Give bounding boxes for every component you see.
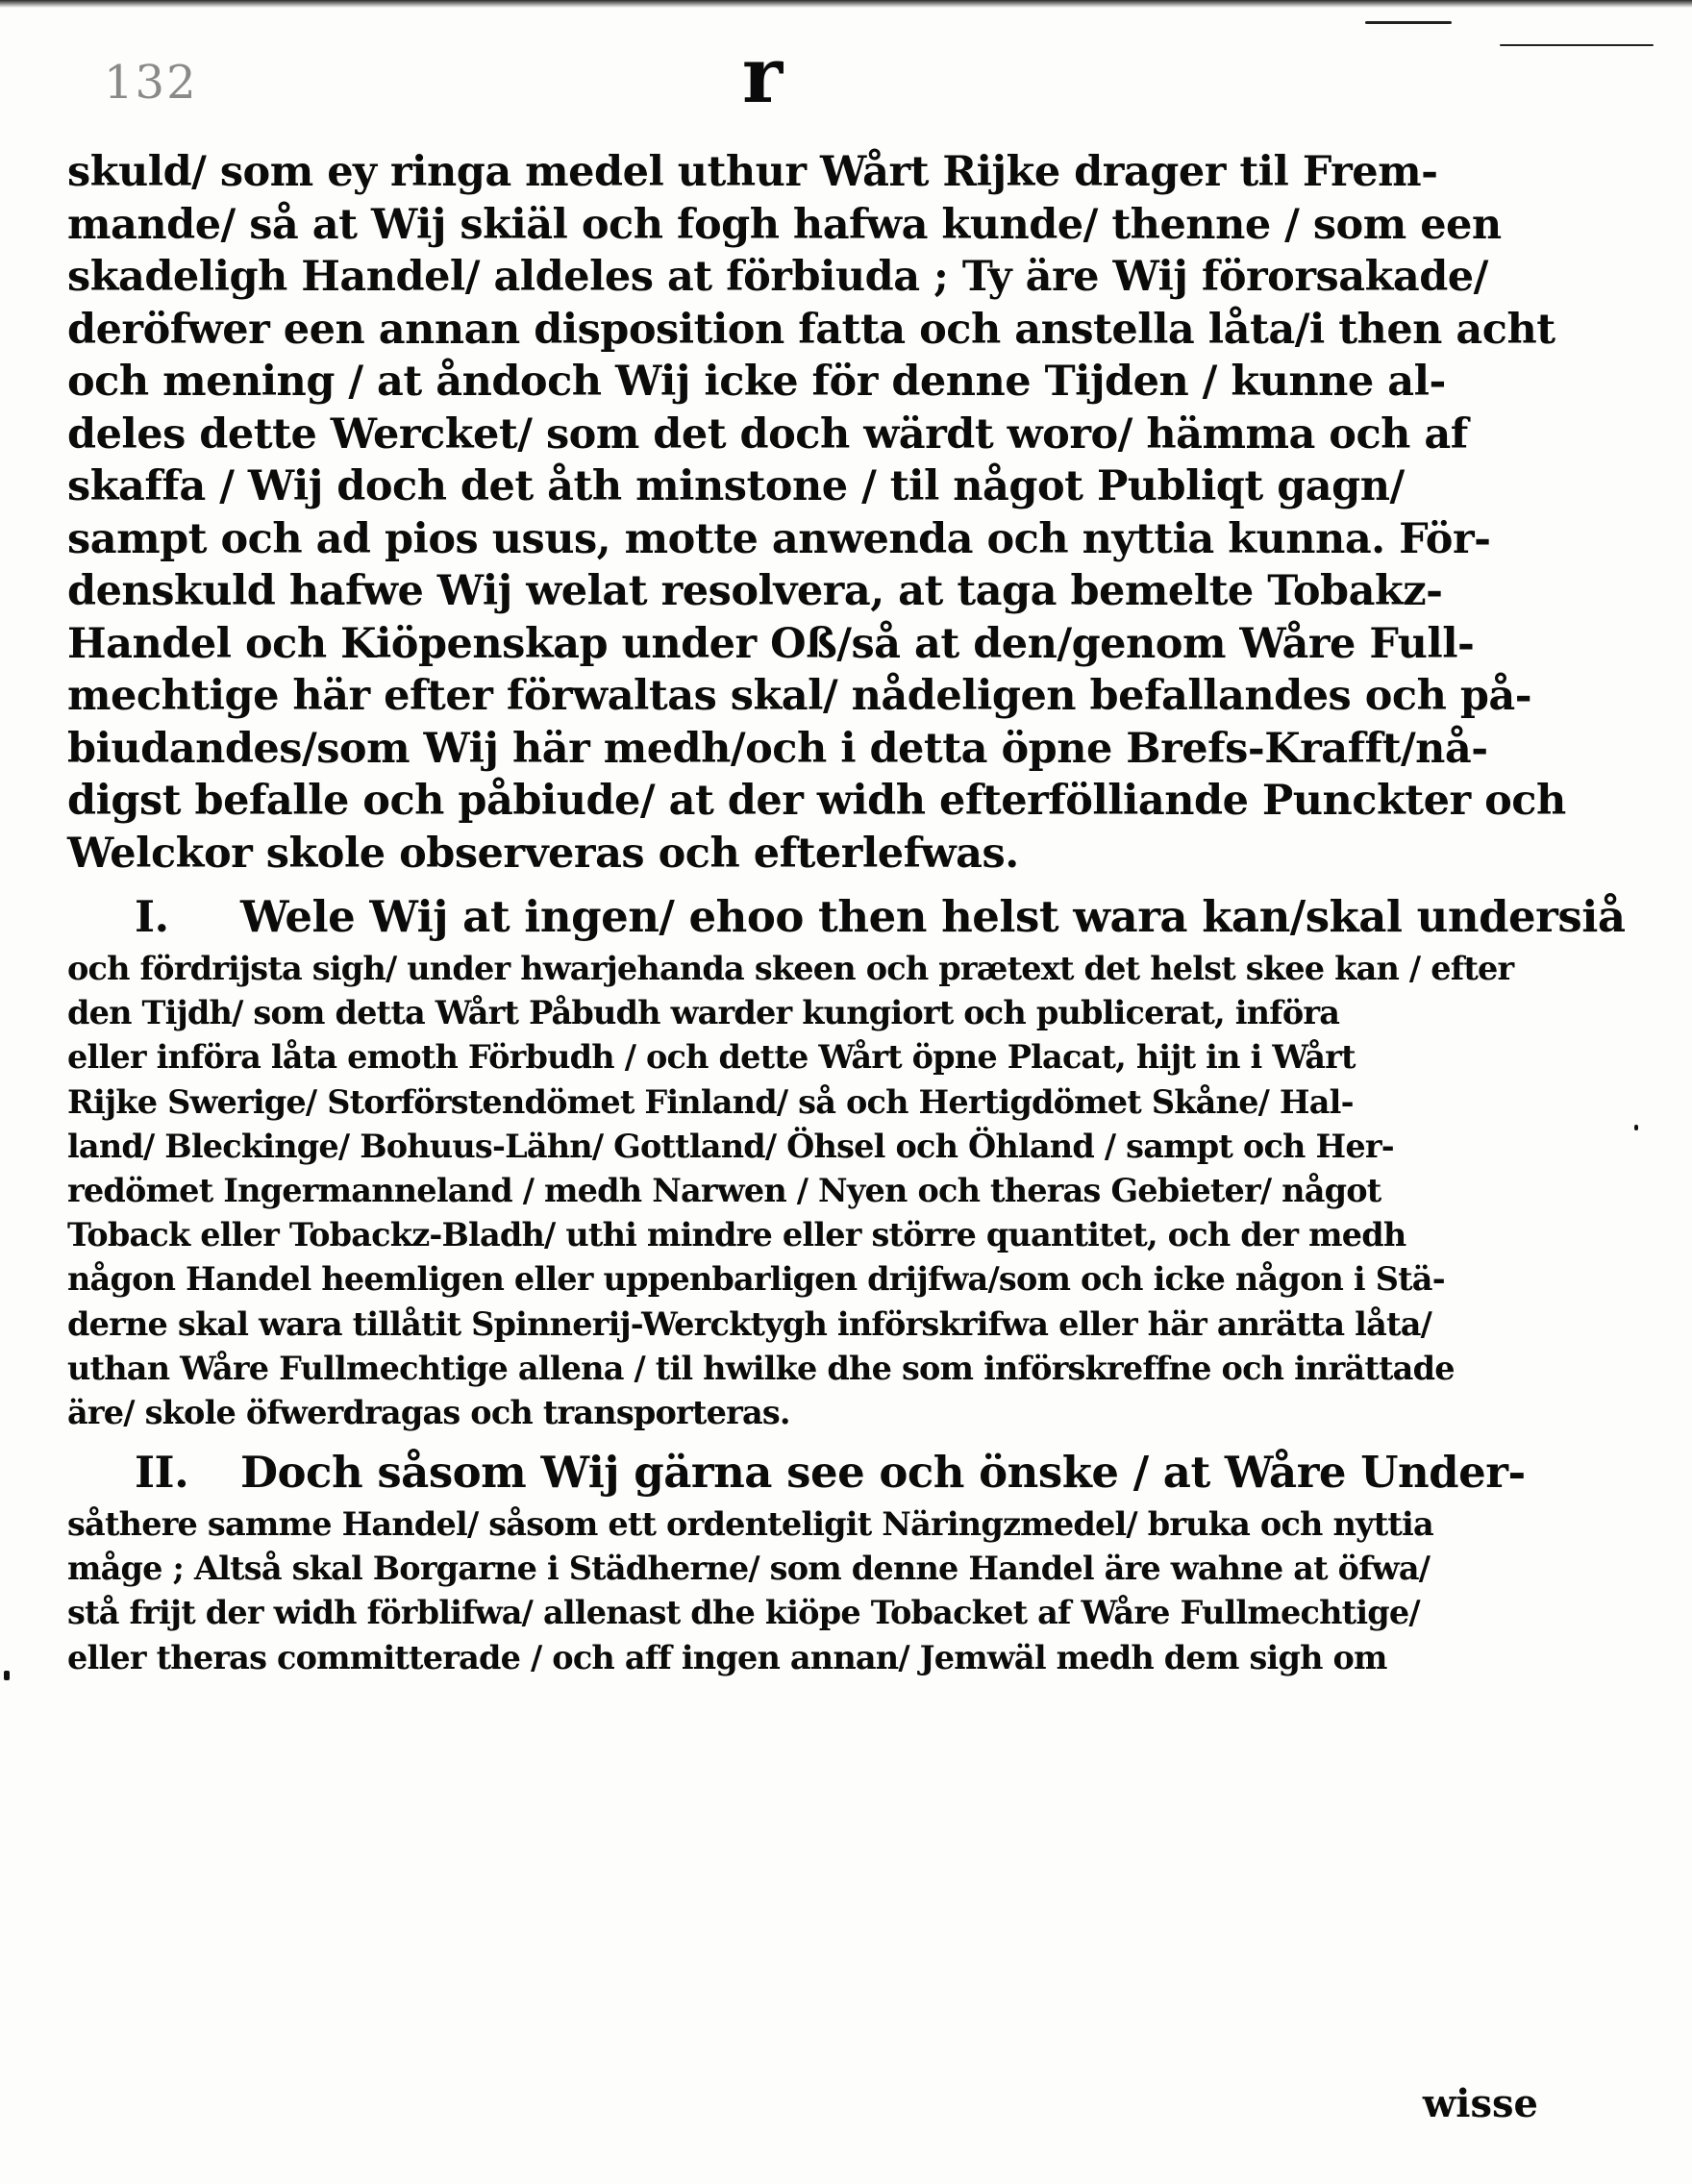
section-numeral: I. [135,891,169,942]
section-numeral: II. [135,1447,189,1499]
section-first-line: Doch såsom Wij gärna see och önske / at Wåre Under- [240,1447,1526,1499]
text-line: Welckor skole observeras och efterlefwas. [67,829,1019,878]
text-line: digst befalle och påbiude/ at der widh efterfölliande Punckter och [67,777,1566,825]
section-heading [67,887,1626,947]
text-line: skadeligh Handel/ aldeles at förbiuda ; Ty äre Wij förorsakade/ [67,253,1488,301]
text-line: mechtige här efter förwaltas skal/ nådeligen befallandes och på- [67,672,1532,720]
text-line: sampt och ad pios usus, motte anwenda och nyttia kunna. För- [67,514,1491,563]
text-line: och mening / at åndoch Wij icke för denne Tijden / kunne al- [67,358,1446,406]
text-line: deles dette Wercket/ som det doch wärdt woro/ hämma och af [67,410,1468,459]
scan-edge [0,0,1692,8]
text-line: uthan Wåre Fullmechtige allena / til hwilke dhe som införskreffne och inrättade [67,1349,1455,1387]
text-line: den Tijdh/ som detta Wårt Påbudh warder kungiort och publicerat, införa [67,994,1340,1032]
text-line: stå frijt der widh förblifwa/ allenast dhe kiöpe Tobacket af Wåre Fullmechtige/ [67,1594,1420,1632]
text-line: skaffa / Wij doch det åth minstone / til något Publiqt gagn/ [67,462,1405,510]
text-line: redömet Ingermanneland / medh Narwen / Nyen och theras Gebieter/ något [67,1171,1381,1209]
text-line: derne skal wara tillåtit Spinnerij-Wercktygh införskrifwa eller här anrätta låta/ [67,1304,1432,1343]
body-text [67,146,1626,1680]
text-line: eller theras committerade / och aff ingen annan/ Jemwäl medh dem sigh om [67,1638,1387,1676]
text-line: deröfwer een annan disposition fatta och anstella låta/i then acht [67,305,1555,354]
text-line: biudandes/som Wij här medh/och i detta öpne Brefs-Krafft/nå- [67,724,1488,773]
scan-mark [1500,44,1654,46]
catchword: wisse [1422,2081,1538,2126]
text-line: såthere samme Handel/ såsom ett ordenteligit Näringzmedel/ bruka och nyttia [67,1505,1433,1544]
scan-speck [4,1671,10,1680]
scan-speck [1634,1125,1638,1130]
section-heading [67,1443,1538,1502]
text-line: och fördrijsta sigh/ under hwarjehanda skeen och prætext det helst skee kan / efter [67,950,1514,987]
scan-mark [1365,21,1452,24]
text-line: äre/ skole öfwerdragas och transporteras. [67,1393,790,1431]
text-line: skuld/ som ey ringa medel uthur Wårt Rijke drager til Frem- [67,148,1438,196]
section-first-line: Wele Wij at ingen/ ehoo then helst wara kan/skal undersiå [240,891,1626,942]
text-line: någon Handel heemligen eller uppenbarligen drijfwa/som och icke någon i Stä- [67,1260,1445,1299]
text-line: denskuld hafwe Wij welat resolvera, at taga bemelte Tobakz- [67,567,1443,615]
text-line: måge ; Altså skal Borgarne i Städherne/ som denne Handel äre wahne at öfwa/ [67,1550,1431,1588]
text-line: eller införa låta emoth Förbudh / och dette Wårt öpne Placat, hijt in i Wårt [67,1038,1356,1077]
page-number: 132 [104,56,198,110]
text-line: mande/ så at Wij skiäl och fogh hafwa kunde/ thenne / som een [67,200,1502,249]
text-line: Rijke Swerige/ Storförstendömet Finland/ så och Hertigdömet Skåne/ Hal- [67,1082,1354,1121]
signature-mark: r [742,30,784,120]
text-line: Handel och Kiöpenskap under Oß/så at den/genom Wåre Full- [67,619,1475,668]
text-line: land/ Bleckinge/ Bohuus-Lähn/ Gottland/ Öhsel och Öhland / sampt och Her- [67,1127,1394,1165]
text-line: Toback eller Tobackz-Bladh/ uthi mindre eller större quantitet, och der medh [67,1216,1406,1254]
